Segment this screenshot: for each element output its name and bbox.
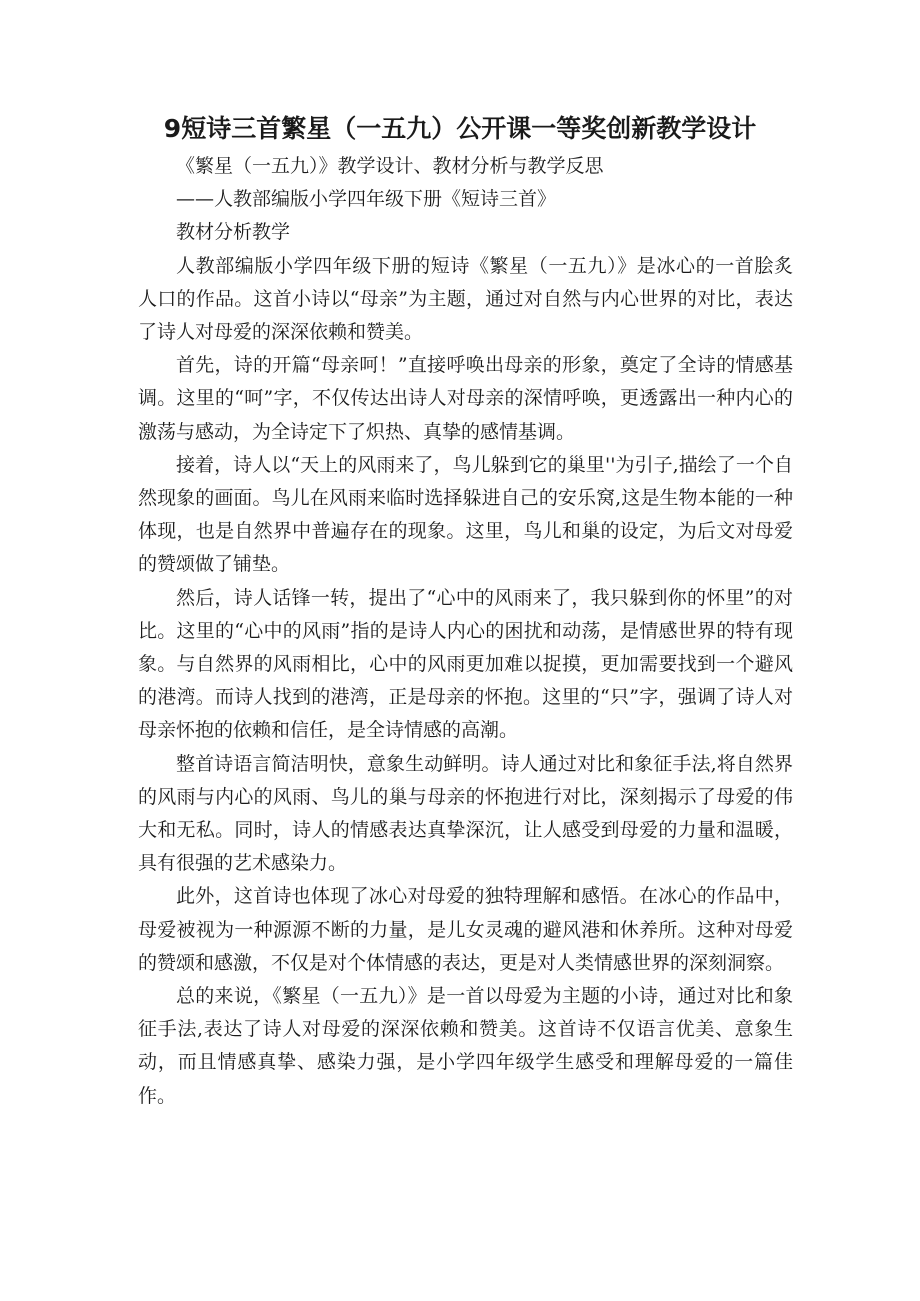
paragraph: 总的来说，《繁星（一五九）》是一首以母爱为主题的小诗，通过对比和象征手法,表达了诗人对母爱的深深依赖和赞美。这首诗不仅语言优美、意象生动，而且情感真挚、感染力强，是小学四年级学生感受和理解母爱的一篇佳作。 [138,985,793,1107]
paragraph: 首先，诗的开篇“母亲呵！”直接呼唤出母亲的形象，奠定了全诗的情感基调。这里的“呵”字，不仅传达出诗人对母亲的深情呼唤，更透露出一种内心的激荡与感动，为全诗定下了炽热、真挚的感情基调。 [138,354,793,443]
paragraph: 然后，诗人话锋一转，提出了“心中的风雨来了，我只躲到你的怀里”的对比。这里的“心中的风雨”指的是诗人内心的困扰和动荡，是情感世界的特有现象。与自然界的风雨相比，心中的风雨更加难以捉摸，更加需要找到一个避风的港湾。而诗人找到的港湾，正是母亲的怀抱。这里的“只”字，强调了诗人对母亲怀抱的依赖和信任，是全诗情感的高潮。 [138,586,793,742]
document-title: 9短诗三首繁星（一五九）公开课一等奖创新教学设计 [163,114,757,143]
paragraph: 整首诗语言简洁明快，意象生动鲜明。诗人通过对比和象征手法,将自然界的风雨与内心的风雨、鸟儿的巢与母亲的怀抱进行对比，深刻揭示了母爱的伟大和无私。同时，诗人的情感表达真挚深沉，让人感受到母爱的力量和温暖，具有很强的艺术感染力。 [138,752,793,875]
paragraph: 此外，这首诗也体现了冰心对母爱的独特理解和感悟。在冰心的作品中，母爱被视为一种源源不断的力量，是儿女灵魂的避风港和休养所。这种对母爱的赞颂和感激，不仅是对个体情感的表达，更是对人类情感世界的深刻洞察。 [138,885,793,974]
paragraph: 接着，诗人以“天上的风雨来了，鸟儿躲到它的巢里''为引子,描绘了一个自然现象的画面。鸟儿在风雨来临时选择躲进自己的安乐窝,这是生物本能的一种体现，也是自然界中普遍存在的现象。这里，鸟儿和巢的设定，为后文对母爱的赞颂做了铺垫。 [138,453,793,576]
document-subtitle: 《繁星（一五九）》教学设计、教材分析与教学反思 [176,155,604,177]
source-line: ——人教部编版小学四年级下册《短诗三首》 [176,188,557,211]
section-heading: 教材分析教学 [176,221,291,244]
paragraph: 人教部编版小学四年级下册的短诗《繁星（一五九）》是冰心的一首脍炙人口的作品。这首小诗以“母亲”为主题，通过对自然与内心世界的对比，表达了诗人对母爱的深深依赖和赞美。 [138,254,793,344]
document-body [138,150,793,1113]
